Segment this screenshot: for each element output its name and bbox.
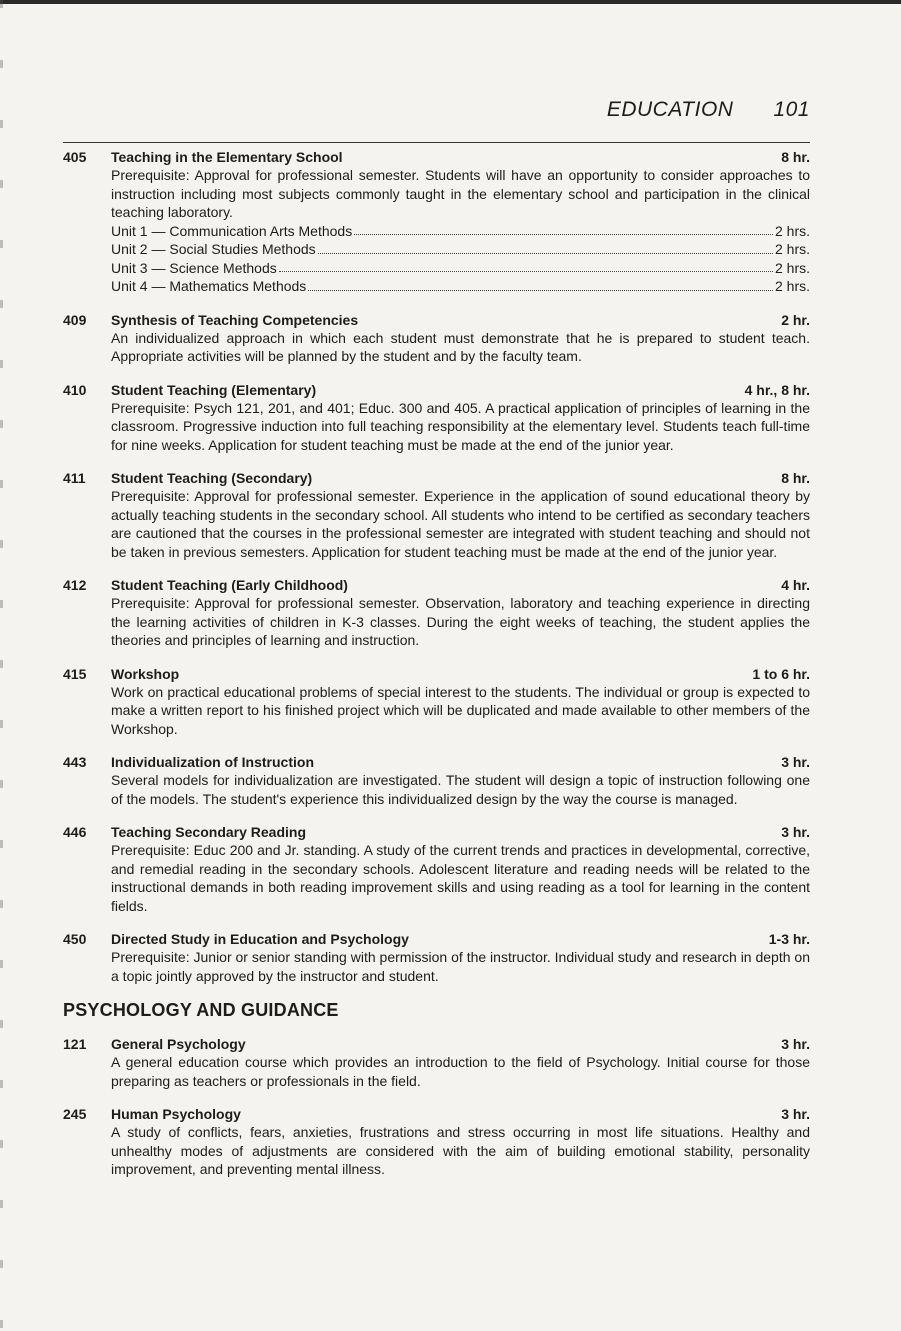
unit-item — [111, 222, 810, 241]
course-heading — [63, 823, 810, 841]
unit-item — [111, 240, 810, 259]
unit-label: Unit 3 — Science Methods — [111, 259, 277, 276]
course-heading — [63, 753, 810, 771]
course-heading — [63, 930, 810, 948]
course-psych-245 — [63, 1105, 810, 1179]
course-title: Student Teaching (Secondary) — [111, 470, 313, 486]
course-credit: 8 hr. — [781, 149, 810, 165]
course-450 — [63, 930, 810, 985]
course-description: Work on practical educational problems of special interest to the students. The individual or group is expected to make a written report to his finished project which will be duplicated and made available to other members of the Workshop. — [111, 683, 810, 737]
course-credit: 8 hr. — [781, 470, 810, 486]
course-title: Individualization of Instruction — [111, 754, 314, 770]
course-heading — [63, 1035, 810, 1053]
course-description: Prerequisite: Educ 200 and Jr. standing. A study of the current trends and practices in developmental, corrective, and remedial reading in the secondary schools. Adolescent literature and reading needs will be related to the instructional demands in both reading improvement skills and using reading as a tool for learning in the content fields. — [111, 842, 810, 914]
unit-label: Unit 2 — Social Studies Methods — [111, 241, 316, 257]
unit-label: Unit 4 — Mathematics Methods — [111, 278, 307, 294]
course-description: A general education course which provides an introduction to the field of Psychology. Initial course for those preparing as teachers or professionals in the field. — [111, 1054, 810, 1089]
course-number: 446 — [63, 824, 87, 840]
course-heading — [63, 469, 810, 487]
course-412 — [63, 576, 810, 650]
course-heading — [63, 381, 810, 399]
course-number: 443 — [63, 754, 87, 770]
course-description: Prerequisite: Approval for professional semester. Observation, laboratory and teaching experience in directing the learning activities of children in K-3 classes. During the eight weeks of teaching, the student applies the theories and principles of learning and instruction. — [111, 595, 810, 648]
course-443 — [63, 753, 810, 808]
unit-hours: 2 hrs. — [774, 278, 810, 294]
top-border — [0, 0, 901, 4]
course-credit: 1 to 6 hr. — [752, 665, 810, 682]
course-title: Teaching Secondary Reading — [111, 824, 307, 840]
course-description: A study of conflicts, fears, anxieties, frustrations and stress occurring in most life situations. Healthy and unhealthy modes of adjustments are considered with the aim of building emotional stability, personality improvement, and preventing mental illness. — [111, 1124, 810, 1177]
course-number: 245 — [63, 1106, 87, 1122]
course-title: Teaching in the Elementary School — [111, 149, 343, 165]
course-title: Workshop — [111, 665, 180, 682]
course-405 — [63, 148, 810, 296]
course-title: Synthesis of Teaching Competencies — [111, 311, 359, 328]
course-heading — [63, 665, 810, 683]
course-credit: 2 hr. — [781, 311, 810, 328]
course-title: General Psychology — [111, 1036, 246, 1052]
course-description: An individualized approach in which each student must demonstrate that he is prepared to student teach. Appropriate activities will be planned by the student and by the faculty team. — [111, 329, 810, 364]
course-number: 405 — [63, 149, 87, 165]
course-psych-121 — [63, 1035, 810, 1090]
leader-dots — [354, 222, 773, 236]
course-number: 410 — [63, 381, 87, 398]
page-content — [63, 148, 810, 1194]
course-credit: 4 hr., 8 hr. — [744, 381, 810, 398]
course-credit: 3 hr. — [781, 754, 810, 770]
course-title: Directed Study in Education and Psychology — [111, 931, 409, 947]
course-415 — [63, 665, 810, 739]
page-header — [63, 98, 810, 122]
course-title: Student Teaching (Early Childhood) — [111, 577, 348, 593]
page-number: 101 — [773, 98, 810, 121]
course-number: 409 — [63, 311, 87, 328]
course-411 — [63, 469, 810, 561]
leader-dots — [318, 240, 773, 254]
course-heading — [63, 1105, 810, 1123]
course-number: 415 — [63, 665, 87, 682]
header-rule — [63, 142, 810, 143]
course-number: 450 — [63, 931, 87, 947]
unit-hours: 2 hrs. — [774, 222, 810, 239]
unit-hours: 2 hrs. — [774, 259, 810, 276]
running-head: EDUCATION — [606, 98, 734, 121]
course-description: Several models for individualization are investigated. The student will design a topic of instruction following one of the models. The student's experience this individualized design by the way the course is managed. — [111, 772, 810, 807]
course-description: Prerequisite: Junior or senior standing with permission of the instructor. Individual study and research in depth on a topic jointly approved by the instructor and student. — [111, 949, 810, 984]
course-heading — [63, 148, 810, 166]
course-credit: 4 hr. — [781, 577, 810, 593]
section-heading: PSYCHOLOGY AND GUIDANCE — [63, 1000, 339, 1020]
unit-label: Unit 1 — Communication Arts Methods — [111, 222, 353, 239]
course-description: Prerequisite: Approval for professional semester. Students will have an opportunity to consider approaches to instruction including most subjects commonly taught in the elementary school and participation in the clinical teaching laboratory. — [111, 167, 810, 220]
unit-item — [111, 277, 810, 296]
course-410 — [63, 381, 810, 455]
course-heading — [63, 311, 810, 329]
leader-dots — [279, 259, 773, 273]
course-number: 412 — [63, 577, 87, 593]
course-title: Student Teaching (Elementary) — [111, 381, 317, 398]
course-409 — [63, 311, 810, 366]
course-description: Prerequisite: Approval for professional semester. Experience in the application of sound educational theory by actually teaching students in the secondary school. All students who intend to be certified as secondary teachers are cautioned that the courses in the professional semester are integrated with student teaching and should not be taken in previous semesters. Application for student teaching must be made at the end of the junior year. — [111, 488, 810, 560]
course-description: Prerequisite: Psych 121, 201, and 401; Educ. 300 and 405. A practical application of principles of learning in the classroom. Progressive induction into full teaching responsibility at the elementary level. Students teach full-time for nine weeks. Application for student teaching must be made at the end of the junior year. — [111, 399, 810, 453]
unit-item — [111, 259, 810, 278]
course-credit: 3 hr. — [781, 1106, 810, 1122]
course-446 — [63, 823, 810, 915]
course-credit: 3 hr. — [781, 1036, 810, 1052]
course-title: Human Psychology — [111, 1106, 241, 1122]
unit-hours: 2 hrs. — [774, 241, 810, 257]
course-number: 121 — [63, 1036, 87, 1052]
unit-list — [111, 222, 810, 296]
course-credit: 1-3 hr. — [768, 931, 810, 947]
course-number: 411 — [63, 470, 86, 486]
leader-dots — [308, 277, 773, 291]
scan-edge — [0, 0, 3, 1331]
course-credit: 3 hr. — [781, 824, 810, 840]
course-heading — [63, 576, 810, 594]
